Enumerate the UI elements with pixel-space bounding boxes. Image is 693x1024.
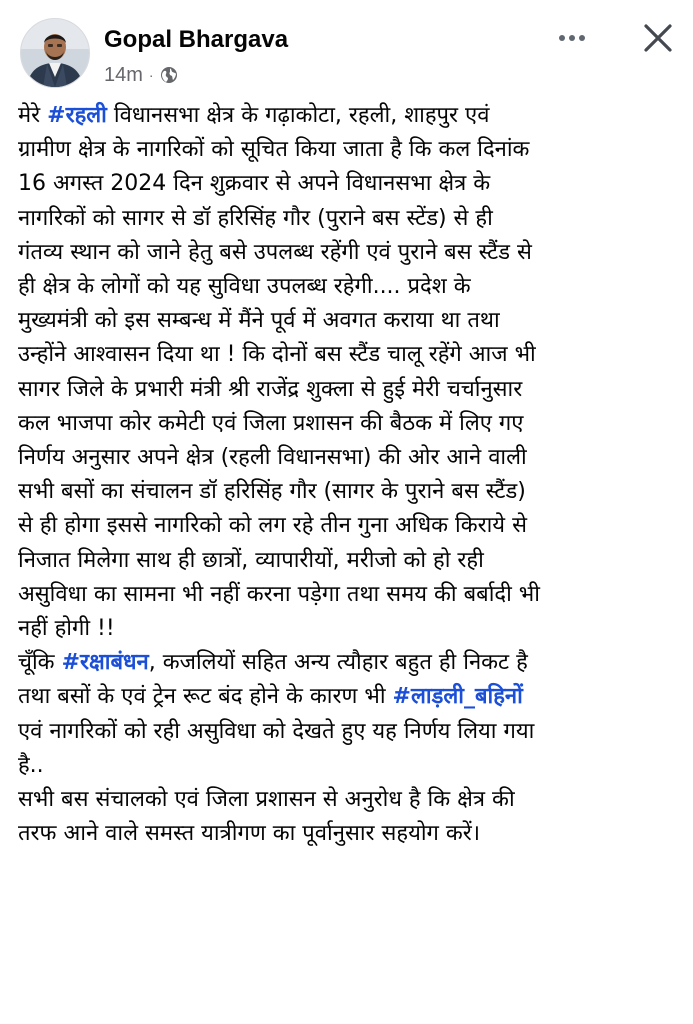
post-text-line: ग्रामीण क्षेत्र के नागरिकों को सूचित किया जाता है कि कल दिनांक	[18, 137, 530, 163]
text-segment: , कजलियों सहित अन्य त्यौहार बहुत ही निकट है	[148, 650, 528, 676]
post-text-line: 16 अगस्त 2024 दिन शुक्रवार से अपने विधानसभा क्षेत्र के	[18, 171, 491, 197]
post-text-line	[18, 680, 680, 714]
post-text-line: नहीं होगी !!	[18, 616, 115, 642]
text-segment: चूँकि	[18, 650, 62, 676]
text-segment: विधानसभा क्षेत्र के गढ़ाकोटा, रहली, शाहपुर एवं	[106, 103, 490, 128]
close-icon	[636, 16, 680, 60]
globe-icon	[160, 66, 178, 84]
post-text	[18, 99, 680, 851]
hashtag-link[interactable]: #रहली	[47, 103, 107, 128]
post-text-line: है..	[18, 752, 44, 778]
post-text-line: नागरिकों को सागर से डॉ हरिसिंह गौर (पुराने बस स्टेंड) से ही	[18, 205, 493, 231]
post-time[interactable]: 14m	[104, 63, 143, 86]
post-text-line: सभी बसों का संचालन डॉ हरिसिंह गौर (सागर के पुराने बस स्टैंड)	[18, 479, 526, 505]
avatar-photo	[21, 19, 89, 87]
more-horizontal-icon	[552, 22, 592, 54]
more-options-button[interactable]	[552, 22, 592, 54]
post-text-line: निर्णय अनुसार अपने क्षेत्र (रहली विधानसभा) की ओर आने वाली	[18, 445, 527, 471]
post-text-line: असुविधा का सामना भी नहीं करना पड़ेगा तथा समय की बर्बादी भी	[18, 581, 540, 607]
post-text-line	[18, 99, 680, 133]
hashtag-link[interactable]: #रक्षाबंधन	[61, 650, 149, 676]
post-text-line: निजात मिलेगा साथ ही छात्रों, व्यापारीयों, मरीजो को हो रही	[18, 547, 484, 573]
author-name[interactable]: Gopal Bhargava	[104, 26, 289, 53]
meta-separator: ·	[148, 67, 154, 83]
close-button[interactable]	[636, 16, 680, 60]
text-segment: मेरे	[18, 103, 48, 128]
text-segment: तथा बसों के एवं ट्रेन रूट बंद होने के कारण भी	[18, 684, 393, 710]
post-text-line: गंतव्य स्थान को जाने हेतु बसे उपलब्ध रहेंगी एवं पुराने बस स्टैंड से	[18, 239, 532, 265]
post-text-line: तरफ आने वाले समस्त यात्रीगण का पूर्वानुसार सहयोग करें।	[18, 821, 481, 847]
post-text-line: एवं नागरिकों को रही असुविधा को देखते हुए यह निर्णय लिया गया	[18, 718, 535, 744]
post-text-line: उन्होंने आश्वासन दिया था ! कि दोनों बस स्टैंड चालू रहेंगे आज भी	[18, 342, 536, 368]
post-text-line: से ही होगा इससे नागरिको को लग रहे तीन गुना अधिक किराये से	[18, 513, 527, 539]
post-text-line: सभी बस संचालको एवं जिला प्रशासन से अनुरोध है कि क्षेत्र की	[18, 787, 515, 813]
post-text-line: मुख्यमंत्री को इस सम्बन्ध में मैंने पूर्व में अवगत कराया था तथा	[18, 308, 500, 334]
hashtag-link[interactable]: #लाड़ली_बहिनों	[392, 684, 523, 710]
post-text-line: ही क्षेत्र के लोगों को यह सुविधा उपलब्ध रहेगी.... प्रदेश के	[18, 274, 471, 300]
post-text-line: कल भाजपा कोर कमेटी एवं जिला प्रशासन की बैठक में लिए गए	[18, 410, 524, 436]
post-text-line	[18, 646, 680, 680]
post-header	[0, 0, 693, 100]
author-avatar[interactable]	[20, 18, 90, 88]
post-text-line: सागर जिले के प्रभारी मंत्री श्री राजेंद्र शुक्ला से हुई मेरी चर्चानुसार	[18, 376, 523, 402]
post-meta	[104, 62, 178, 88]
